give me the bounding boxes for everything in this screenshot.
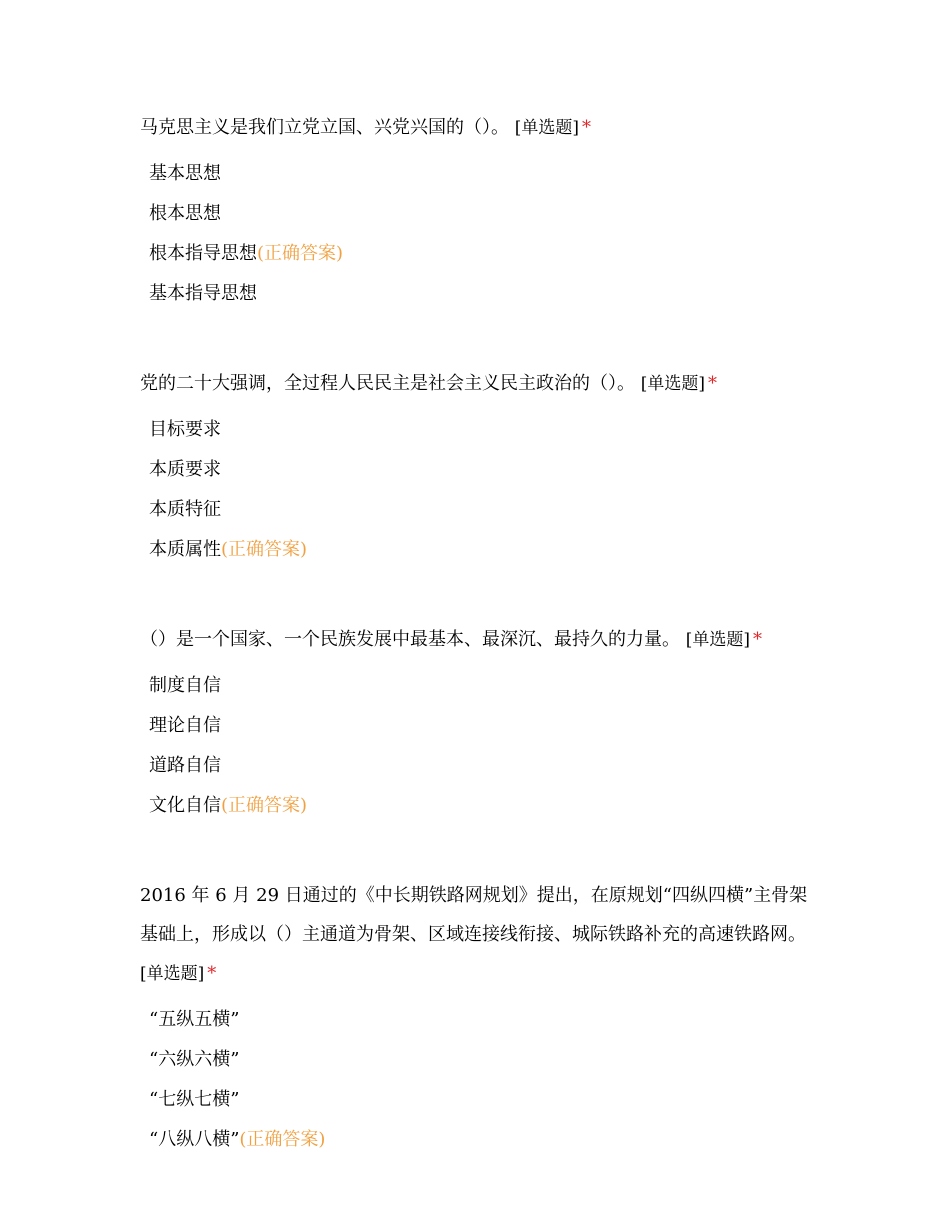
option-a[interactable] [140,154,810,194]
option-list [140,1000,810,1160]
option-b[interactable] [140,450,810,490]
option-b[interactable] [140,706,810,746]
question-type-tag: [单选题] [640,374,705,394]
required-mark: * [207,963,217,984]
option-label: 基本思想 [149,163,221,184]
required-mark: * [708,373,717,394]
question-1 [140,108,810,314]
option-label: “五纵五横” [149,1009,240,1030]
option-label: 道路自信 [149,755,221,776]
question-2 [140,364,810,570]
option-list [140,410,810,570]
option-list [140,666,810,826]
question-type-tag: [单选题] [140,964,205,984]
option-label: 理论自信 [149,715,221,736]
question-stem [140,108,810,148]
option-d[interactable] [140,786,810,826]
option-c[interactable] [140,746,810,786]
question-type-tag: [单选题] [685,630,750,650]
question-stem [140,620,810,660]
option-d[interactable] [140,1120,810,1160]
option-b[interactable] [140,1040,810,1080]
option-a[interactable] [140,666,810,706]
correct-answer-tag: (正确答案) [239,1129,326,1150]
option-label: 根本指导思想 [149,243,257,264]
option-label: “七纵七横” [149,1089,240,1110]
option-label: “八纵八横” [149,1129,240,1150]
option-label: 目标要求 [149,419,221,440]
correct-answer-tag: (正确答案) [257,243,344,264]
option-b[interactable] [140,194,810,234]
option-label: 基本指导思想 [149,283,257,304]
option-a[interactable] [140,1000,810,1040]
option-label: “六纵六横” [149,1049,240,1070]
question-stem [140,876,810,994]
question-type-tag: [单选题] [514,118,579,138]
question-text: 党的二十大强调，全过程人民民主是社会主义民主政治的（）。 [140,373,635,394]
option-c[interactable] [140,234,810,274]
required-mark: * [582,117,591,138]
question-4 [140,876,810,1160]
option-d[interactable] [140,274,810,314]
option-label: 本质属性 [149,539,221,560]
question-text: 2016 年 6 月 29 日通过的《中长期铁路网规划》提出，在原规划“四纵四横”主骨架基础上，形成以（）主通道为骨架、区域连接线衔接、城际铁路补充的高速铁路网。 [140,885,808,945]
correct-answer-tag: (正确答案) [221,795,308,816]
correct-answer-tag: (正确答案) [221,539,308,560]
option-label: 本质特征 [149,499,221,520]
option-label: 制度自信 [149,675,221,696]
option-list [140,154,810,314]
option-label: 文化自信 [149,795,221,816]
quiz-page [140,108,810,1210]
option-c[interactable] [140,1080,810,1120]
option-d[interactable] [140,530,810,570]
question-stem [140,364,810,404]
option-label: 本质要求 [149,459,221,480]
option-a[interactable] [140,410,810,450]
option-c[interactable] [140,490,810,530]
question-text: 马克思主义是我们立党立国、兴党兴国的（）。 [140,117,509,138]
option-label: 根本思想 [149,203,221,224]
question-text: （）是一个国家、一个民族发展中最基本、最深沉、最持久的力量。 [140,629,680,650]
question-3 [140,620,810,826]
required-mark: * [753,629,762,650]
